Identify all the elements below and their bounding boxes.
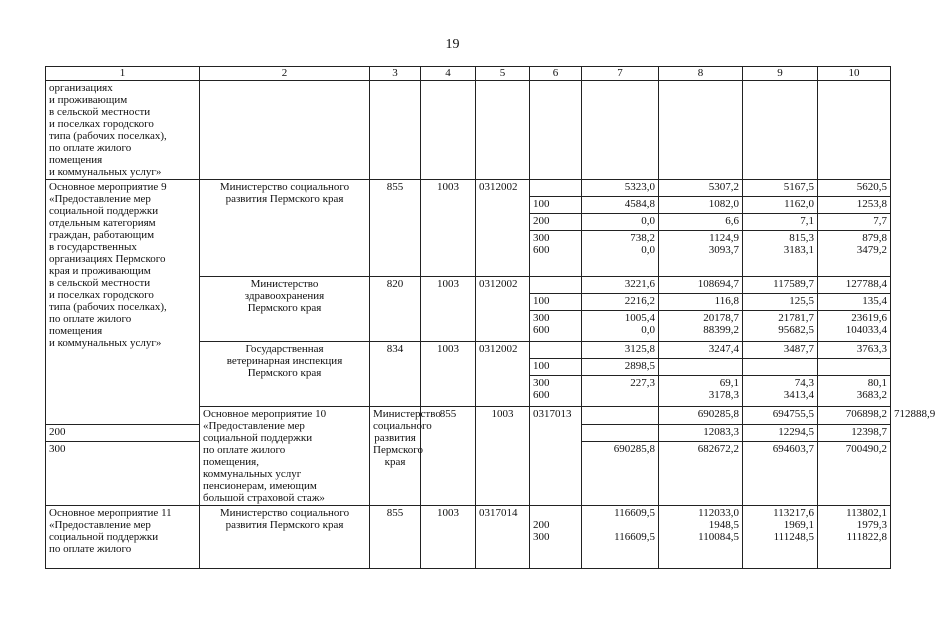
value-cell: 706898,2 <box>818 407 891 425</box>
value-cell: 113217,6 1969,1 111248,5 <box>743 506 818 569</box>
value-cell <box>659 359 743 376</box>
target-article-code: 0312002 <box>476 342 530 407</box>
section-code: 1003 <box>421 180 476 277</box>
expense-type: 100 <box>530 197 582 214</box>
ministry-name: Министерство социального развития Пермского края <box>200 506 370 569</box>
value-cell: 4584,8 <box>582 197 659 214</box>
value-cell: 5620,5 <box>818 180 891 197</box>
page-number: 19 <box>445 37 460 52</box>
target-article-code: 0312002 <box>476 277 530 342</box>
value-cell: 879,8 3479,2 <box>818 231 891 277</box>
value-cell: 2216,2 <box>582 294 659 311</box>
value-cell: 125,5 <box>743 294 818 311</box>
value-cell: 116,8 <box>659 294 743 311</box>
header-cell: 8 <box>659 67 743 81</box>
measure-title: Основное мероприятие 9 «Предоставление мер социальной поддержки отдельным категориям граждан, работающим в государственных организациях Пермского края и проживающим в сельской местности и поселках городского типа (рабочих поселках), по оплате жилого помещения и коммунальных услуг» <box>46 180 200 425</box>
value-cell: 5323,0 <box>582 180 659 197</box>
value-cell: 682672,2 <box>659 442 743 506</box>
value-cell <box>582 424 659 442</box>
value-cell <box>743 359 818 376</box>
value-cell: 108694,7 <box>659 277 743 294</box>
value-cell: 12083,3 <box>659 424 743 442</box>
value-cell: 113802,1 1979,3 111822,8 <box>818 506 891 569</box>
expense-type: 200 300 <box>530 506 582 569</box>
expense-type: 300 600 <box>530 311 582 342</box>
expense-type: 200 <box>530 214 582 231</box>
value-cell: 3763,3 <box>818 342 891 359</box>
header-cell: 10 <box>818 67 891 81</box>
empty-cell <box>476 81 530 180</box>
value-cell: 7,7 <box>818 214 891 231</box>
header-cell: 3 <box>370 67 421 81</box>
value-cell: 690285,8 <box>582 442 659 506</box>
expense-type: 100 <box>530 294 582 311</box>
empty-cell <box>818 81 891 180</box>
measure-title: Основное мероприятие 11 «Предоставление мер социальной поддержки по оплате жилого <box>46 506 200 569</box>
value-cell: 7,1 <box>743 214 818 231</box>
measure-title: Основное мероприятие 10 «Предоставление мер социальной поддержки по оплате жилого помещения, коммунальных услуг пенсионерам, имеющим большой страховой стаж» <box>200 407 370 506</box>
expense-type: 300 600 <box>530 376 582 407</box>
value-cell: 5167,5 <box>743 180 818 197</box>
table-row <box>46 180 891 197</box>
table-row <box>46 81 891 180</box>
value-cell: 3487,7 <box>743 342 818 359</box>
value-cell: 21781,7 95682,5 <box>743 311 818 342</box>
table-row: Основное мероприятие 10 «Предоставление мер социальной поддержки по оплате жилого помещения, коммунальных услуг пенсионерам, имеющим большой страховой стаж» Министерство социального развития Пермского края 855 1003 0317013 690285,8 694755,5 706898,2 712888,9 <box>46 407 891 425</box>
expense-type: 100 <box>530 359 582 376</box>
value-cell: 700490,2 <box>818 442 891 506</box>
value-cell: 1005,4 0,0 <box>582 311 659 342</box>
value-cell: 116609,5 116609,5 <box>582 506 659 569</box>
value-cell: 23619,6 104033,4 <box>818 311 891 342</box>
value-cell: 6,6 <box>659 214 743 231</box>
section-code: 1003 <box>421 506 476 569</box>
value-cell: 5307,2 <box>659 180 743 197</box>
empty-cell <box>659 81 743 180</box>
empty-cell <box>370 81 421 180</box>
value-cell: 1124,9 3093,7 <box>659 231 743 277</box>
grbs-code: 855 <box>370 180 421 277</box>
header-cell: 7 <box>582 67 659 81</box>
value-cell: 117589,7 <box>743 277 818 294</box>
value-cell: 3247,4 <box>659 342 743 359</box>
empty-cell <box>200 81 370 180</box>
grbs-code: 855 <box>370 506 421 569</box>
expense-type <box>582 407 659 425</box>
section-code: 1003 <box>476 407 530 506</box>
target-article-code: 0312002 <box>476 180 530 277</box>
header-cell: 9 <box>743 67 818 81</box>
section-code: 1003 <box>421 342 476 407</box>
empty-cell <box>530 81 582 180</box>
grbs-code: 834 <box>370 342 421 407</box>
expense-type <box>530 342 582 359</box>
value-cell: 12294,5 <box>743 424 818 442</box>
header-row <box>46 67 891 81</box>
grbs-code: 820 <box>370 277 421 342</box>
value-cell <box>818 359 891 376</box>
value-cell: 3125,8 <box>582 342 659 359</box>
expense-type <box>530 277 582 294</box>
target-article-code: 0317014 <box>476 506 530 569</box>
value-cell: 815,3 3183,1 <box>743 231 818 277</box>
value-cell: 690285,8 <box>659 407 743 425</box>
empty-cell <box>582 81 659 180</box>
expense-type: 300 <box>46 442 200 506</box>
budget-table-container <box>45 66 935 640</box>
target-article-code: 0317013 <box>530 407 582 506</box>
value-cell: 694603,7 <box>743 442 818 506</box>
expense-type: 200 <box>46 424 200 442</box>
value-cell: 3221,6 <box>582 277 659 294</box>
value-cell: 20178,7 88399,2 <box>659 311 743 342</box>
header-cell: 5 <box>476 67 530 81</box>
value-cell: 74,3 3413,4 <box>743 376 818 407</box>
header-cell: 6 <box>530 67 582 81</box>
ministry-name: Государственная ветеринарная инспекция Пермского края <box>200 342 370 407</box>
ministry-name: Министерство социального развития Пермского края <box>370 407 421 506</box>
value-cell: 1162,0 <box>743 197 818 214</box>
header-cell: 4 <box>421 67 476 81</box>
value-cell: 12398,7 <box>818 424 891 442</box>
measure-title: организациях и проживающим в сельской местности и поселках городского типа (рабочих поселках), по оплате жилого помещения и коммунальных услуг» <box>46 81 200 180</box>
value-cell: 1253,8 <box>818 197 891 214</box>
value-cell: 127788,4 <box>818 277 891 294</box>
empty-cell <box>743 81 818 180</box>
value-cell: 135,4 <box>818 294 891 311</box>
table-row <box>46 506 891 569</box>
expense-type <box>530 180 582 197</box>
value-cell: 80,1 3683,2 <box>818 376 891 407</box>
value-cell: 694755,5 <box>743 407 818 425</box>
value-cell: 112033,0 1948,5 110084,5 <box>659 506 743 569</box>
value-cell: 0,0 <box>582 214 659 231</box>
budget-table <box>45 66 935 569</box>
header-cell: 2 <box>200 67 370 81</box>
empty-cell <box>421 81 476 180</box>
value-cell: 69,1 3178,3 <box>659 376 743 407</box>
value-cell: 1082,0 <box>659 197 743 214</box>
section-code: 1003 <box>421 277 476 342</box>
grbs-code: 855 <box>421 407 476 506</box>
expense-type: 300 600 <box>530 231 582 277</box>
ministry-name: Министерство социального развития Пермского края <box>200 180 370 277</box>
value-cell: 227,3 <box>582 376 659 407</box>
value-cell: 738,2 0,0 <box>582 231 659 277</box>
value-cell: 2898,5 <box>582 359 659 376</box>
header-cell: 1 <box>46 67 200 81</box>
ministry-name: Министерство здравоохранения Пермского края <box>200 277 370 342</box>
